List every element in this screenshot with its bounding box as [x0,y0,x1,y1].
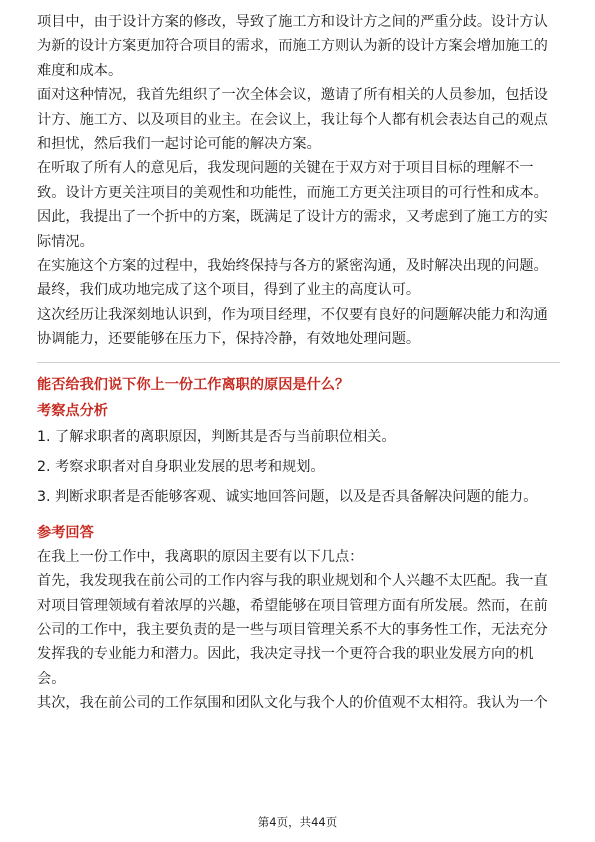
document-page [37,10,560,716]
section-divider [37,362,560,363]
answer-section [37,545,560,716]
paragraph: 首先，我发现我在前公司的工作内容与我的职业规划和个人兴趣不太匹配。我一直对项目管理领域有着浓厚的兴趣，希望能够在项目管理方面有所发展。然而，在前公司的工作中，我主要负责的是一些与项目管理关系不大的事务性工作，无法充分发挥我的专业能力和潜力。因此，我决定寻找一个更符合我的职业发展方向的机会。 [37,573,548,687]
page-footer: 第4页，共44页 [257,815,338,829]
analysis-list [37,425,560,509]
paragraph: 项目中，由于设计方案的修改，导致了施工方和设计方之间的严重分歧。设计方认为新的设计方案更加符合项目的需求，而施工方则认为新的设计方案会增加施工的难度和成本。 [37,14,548,79]
paragraph: 在听取了所有人的意见后，我发现问题的关键在于双方对于项目目标的理解不一致。设计方更关注项目的美观性和功能性，而施工方更关注项目的可行性和成本。因此，我提出了一个折中的方案，既满足了设计方的需求，又考虑到了施工方的实际情况。 [37,160,548,250]
paragraph: 面对这种情况，我首先组织了一次全体会议，邀请了所有相关的人员参加，包括设计方、施工方、以及项目的业主。在会议上，我让每个人都有机会表达自己的观点和担忧，然后我们一起讨论可能的解决方案。 [37,87,548,153]
paragraph: 在我上一份工作中，我离职的原因主要有以下几点： [37,548,364,565]
intro-section [37,10,560,352]
answer-title: 参考回答 [37,524,94,541]
list-item: 1. 了解求职者的离职原因，判断其是否与当前职位相关。 [37,428,396,445]
paragraph: 在实施这个方案的过程中，我始终保持与各方的紧密沟通，及时解决出现的问题。最终，我们成功地完成了这个项目，得到了业主的高度认可。 [37,258,548,299]
list-item: 3. 判断求职者是否能够客观、诚实地回答问题，以及是否具备解决问题的能力。 [37,488,538,505]
paragraph: 这次经历让我深刻地认识到，作为项目经理，不仅要有良好的问题解决能力和沟通协调能力，还要能够在压力下，保持冷静，有效地处理问题。 [37,306,548,348]
question-heading: 能否给我们说下你上一份工作离职的原因是什么？ [37,376,350,393]
list-item: 2. 考察求职者对自身职业发展的思考和规划。 [37,458,325,475]
paragraph: 其次，我在前公司的工作氛围和团队文化与我个人的价值观不太相符。我认为一个 [37,695,548,712]
analysis-title: 考察点分析 [37,402,108,419]
